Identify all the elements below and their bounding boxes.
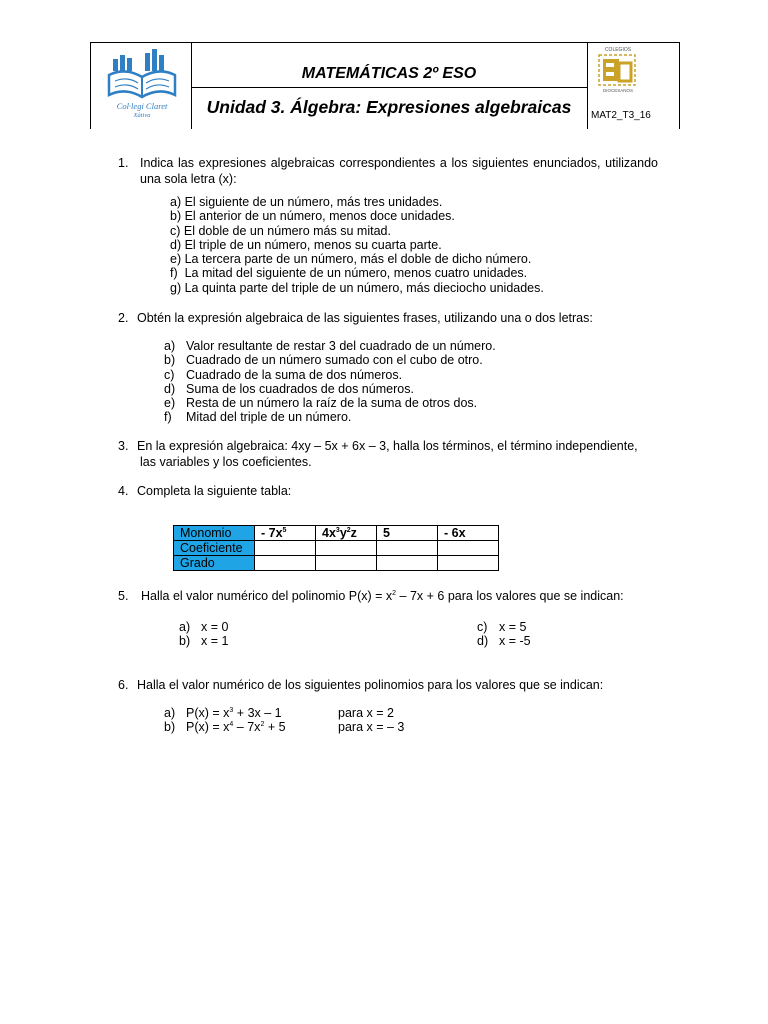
list-item: a) El siguiente de un número, más tres unidades. [170,195,443,209]
table-row [174,526,499,541]
monomial-cell: 5 [377,526,438,541]
question-text-line-2: las variables y los coeficientes. [140,455,312,469]
question-text: Completa la siguiente tabla: [137,484,292,498]
answer-cell[interactable] [438,556,499,571]
question-5-items-right [477,620,531,649]
question-2-items [164,339,496,425]
svg-text:COLEGIOS: COLEGIOS [604,47,632,53]
list-item: a) Valor resultante de restar 3 del cuadrado de un número. [164,339,496,353]
answer-cell[interactable] [255,556,316,571]
diocesan-schools-logo [593,45,643,95]
document-subtitle: Unidad 3. Álgebra: Expresiones algebraicas [206,97,572,117]
header-row-divider [191,87,587,88]
list-item: d) El triple de un número, menos su cuarta parte. [170,237,442,252]
monomial-cell: $4x^3y^2z$ [316,526,377,541]
answer-cell[interactable] [438,541,499,556]
list-item: f) Mitad del triple de un número. [164,410,352,425]
list-item: d) x = -5 [477,634,531,649]
list-item: c) El doble de un número más su mitad. [170,223,391,238]
list-item: f) La mitad del siguiente de un número, menos cuatro unidades. [170,266,528,281]
monomial-cell: - $7x^5$ [255,526,316,541]
answer-cell[interactable] [377,556,438,571]
question-number: 5. [118,589,129,603]
question-number: 4. [118,484,129,498]
question-number: 1. [118,156,129,170]
question-number: 6. [118,678,129,692]
list-item: b) x = 1 [179,634,229,649]
svg-text:DIOCESANOS: DIOCESANOS [602,88,634,93]
question-text: Halla el valor numérico de los siguientes polinomios para los valores que se indican: [137,678,604,692]
svg-text:Xàtiva: Xàtiva [133,112,151,119]
question-1-items [170,195,544,295]
list-item: c) x = 5 [477,620,527,634]
question-number: 3. [118,439,129,453]
list-item: b) $P(x) = x^4 - 7x^2 + 5$ para x = – 3 [164,720,405,735]
list-item: b) El anterior de un número, menos doce unidades. [170,209,455,224]
list-item: g) La quinta parte del triple de un número, más dieciocho unidades. [170,280,544,295]
row-header: Monomio [174,526,255,541]
document-title: MATEMÁTICAS 2º ESO [301,65,477,82]
answer-cell[interactable] [255,541,316,556]
answer-cell[interactable] [316,556,377,571]
question-text: Obtén la expresión algebraica de las siguientes frases, utilizando una o dos letras: [137,311,593,325]
question-6-items [164,706,404,735]
svg-text:Col·legi Claret: Col·legi Claret [116,101,168,111]
list-item: e) Resta de un número la raíz de la suma de otros dos. [164,396,478,411]
row-header: Grado [174,556,255,571]
school-logo-left [103,45,181,123]
table-row [174,556,499,571]
list-item: a) $P(x) = x^3 + 3x - 1$ para x = 2 [164,706,394,720]
table-row [174,541,499,556]
header-divider [587,43,588,129]
monomial-cell: - 6x [438,526,499,541]
answer-cell[interactable] [316,541,377,556]
document-code: MAT2_T3_16 [591,110,651,121]
question-text-line-1: En la expresión algebraica: 4xy – 5x + 6x – 3, halla los términos, el término independiente, [137,439,638,453]
answer-cell[interactable] [377,541,438,556]
monomial-table [173,525,499,571]
question-number: 2. [118,311,129,325]
list-item: c) Cuadrado de la suma de dos números. [164,367,403,382]
list-item: d) Suma de los cuadrados de dos números. [164,381,414,396]
list-item: e) La tercera parte de un número, más el doble de dicho número. [170,252,532,267]
question-text: Halla el valor numérico del polinomio $P(x) = x^2 - 7x + 6$ para los valores que se indican: [141,589,624,603]
list-item: b) Cuadrado de un número sumado con el cubo de otro. [164,353,483,368]
row-header: Coeficiente [174,541,255,556]
question-text: Indica las expresiones algebraicas correspondientes a los siguientes enunciados, utilizando una sola letra (x): [140,156,658,186]
list-item: a) x = 0 [179,620,229,634]
document-header [90,42,680,129]
question-5-items-left [179,620,228,649]
